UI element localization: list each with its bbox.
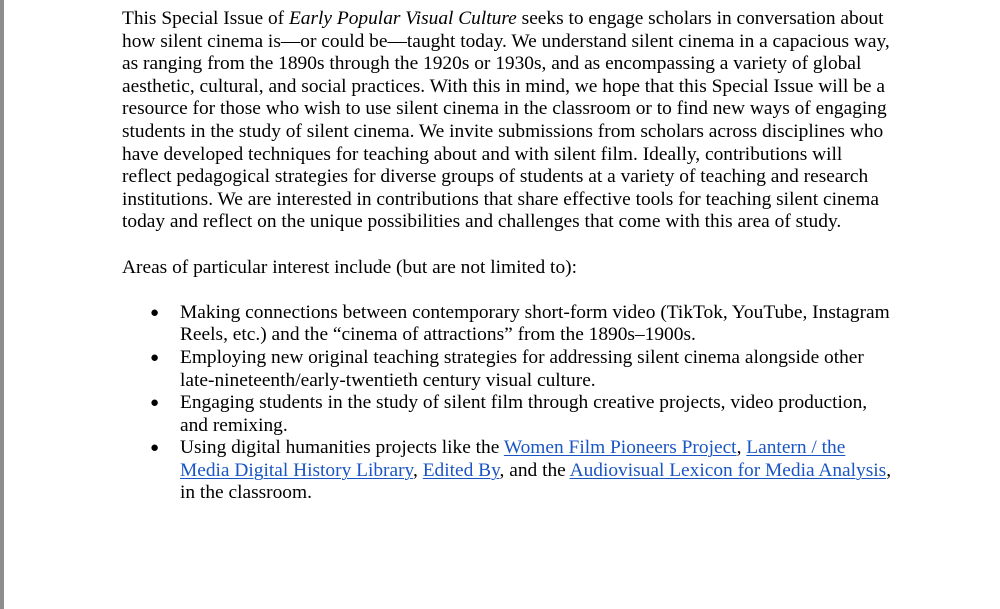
edited-by-link[interactable]: Edited By xyxy=(422,459,500,481)
journal-title: Early Popular Visual Culture xyxy=(288,8,517,29)
bullet-icon: ● xyxy=(150,349,160,366)
list-item: ● Engaging students in the study of silent film through creative projects, video production, and remixing. xyxy=(150,392,868,436)
list-item: ● Using digital humanities projects like the Women Film Pioneers Project, Lantern / the Media Digital History Library, Edited By, and the Audiovisual Lexicon for Media Analysis, in the classroom. xyxy=(150,437,892,504)
bullet-icon: ● xyxy=(150,395,160,412)
women-film-pioneers-link[interactable]: Women Film Pioneers Project xyxy=(503,437,737,459)
document-page xyxy=(122,8,892,505)
lantern-media-library-link[interactable]: Lantern / the Media Digital History Library xyxy=(180,437,846,481)
audiovisual-lexicon-link[interactable]: Audiovisual Lexicon for Media Analysis xyxy=(569,459,887,481)
bullet-icon: ● xyxy=(150,304,160,321)
interest-list xyxy=(122,302,892,505)
areas-heading: Areas of particular interest include (but are not limited to): xyxy=(122,256,577,278)
window-left-edge xyxy=(0,0,4,609)
intro-paragraph: This Special Issue of Early Popular Visual Culture seeks to engage scholars in conversation about how silent cinema is—or could be—taught today. We understand silent cinema in a capacious way, as ranging from the 1890s through the 1920s or 1930s, and as encompassing a variety of global aesthetic, cultural, and social practices. With this in mind, we hope that this Special Issue will be a resource for those who wish to use silent cinema in the classroom or to find new ways of engaging students in the study of silent cinema. We invite submissions from scholars across disciplines who have developed techniques for teaching about and with silent film. Ideally, contributions will reflect pedagogical strategies for diverse groups of students at a variety of teaching and research institutions. We are interested in contributions that share effective tools for teaching silent cinema today and reflect on the unique possibilities and challenges that come with this area of study. xyxy=(122,8,890,233)
bullet-icon: ● xyxy=(150,440,160,457)
list-item: ● Making connections between contemporary short-form video (TikTok, YouTube, Instagram Reels, etc.) and the “cinema of attractions” from the 1890s–1900s. xyxy=(150,301,890,346)
list-item: ● Employing new original teaching strategies for addressing silent cinema alongside other late-nineteenth/early-twentieth century visual culture. xyxy=(150,346,864,391)
